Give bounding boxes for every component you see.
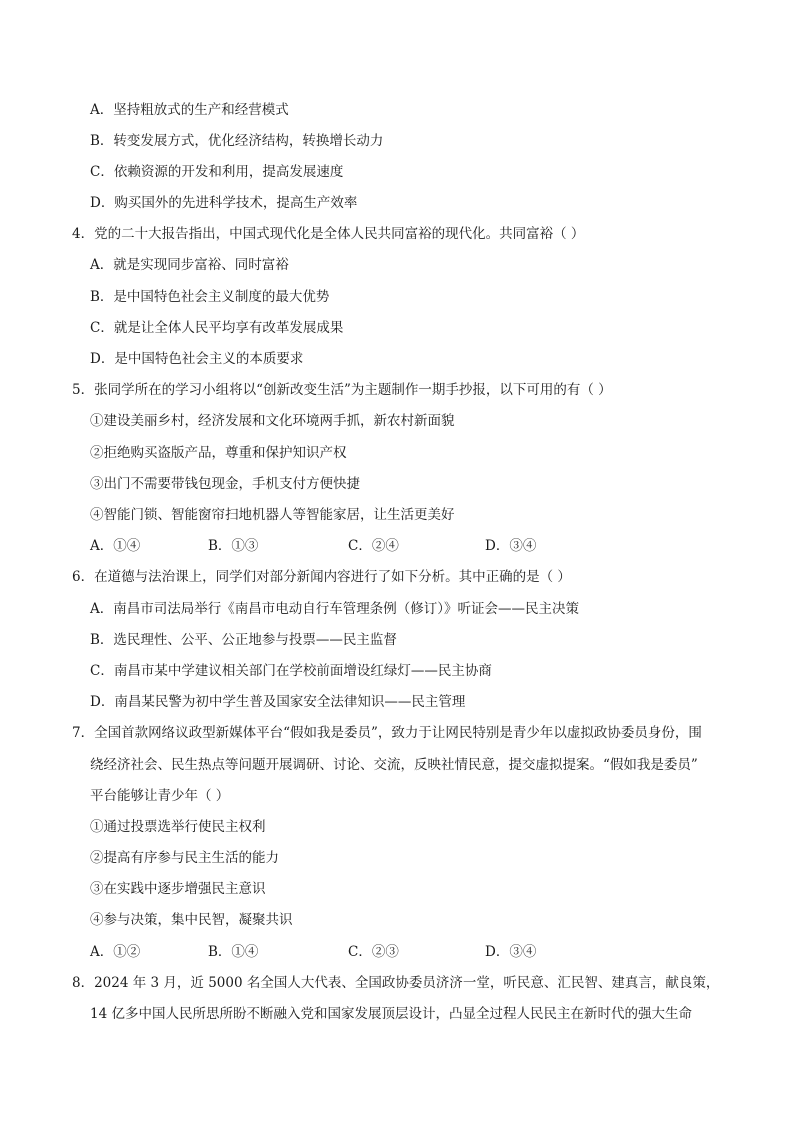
q5-choice-d: D．③④ [485,538,537,554]
q4-option-c: C．就是让全体人民平均享有改革发展成果 [90,320,344,336]
q4-stem: 4．党的二十大报告指出，中国式现代化是全体人民共同富裕的现代化。共同富裕（ ） [72,226,585,242]
q7-choice-c: C．②③ [348,944,399,960]
q5-item-4: ④智能门锁、智能窗帘扫地机器人等智能家居，让生活更美好 [90,507,455,523]
q7-item-2: ②提高有序参与民主生活的能力 [90,850,279,866]
q7-item-1: ①通过投票选举行使民主权利 [90,819,266,835]
q6-option-c: C．南昌市某中学建议相关部门在学校前面增设红绿灯——民主协商 [90,663,492,679]
q6-option-a: A．南昌市司法局举行《南昌市电动自行车管理条例（修订）》听证会——民主决策 [90,601,579,617]
q7-stem-line-3: 平台能够让青少年（ ） [90,788,230,804]
q3-option-d: D．购买国外的先进科学技术，提高生产效率 [90,195,358,211]
q7-stem-line-1: 7．全国首款网络议政型新媒体平台“假如我是委员”，致力于让网民特别是青少年以虚拟政协委员身份，围 [72,725,702,741]
q5-item-1: ①建设美丽乡村，经济发展和文化环境两手抓，新农村新面貌 [90,413,455,429]
q8-stem-line-2: 14 亿多中国人民所思所盼不断融入党和国家发展顶层设计，凸显全过程人民民主在新时代的强大生命 [90,1006,692,1022]
q6-stem: 6．在道德与法治课上，同学们对部分新闻内容进行了如下分析。其中正确的是（ ） [72,569,571,585]
q3-option-b: B．转变发展方式，优化经济结构，转换增长动力 [90,133,384,149]
q7-stem-line-2: 绕经济社会、民生热点等问题开展调研、讨论、交流，反映社情民意，提交虚拟提案。“假如我是委员” [90,757,698,773]
q6-option-b: B．选民理性、公平、公正地参与投票——民主监督 [90,632,397,648]
q3-option-c: C．依赖资源的开发和利用，提高发展速度 [90,164,344,180]
q4-option-d: D．是中国特色社会主义的本质要求 [90,351,304,367]
q5-item-2: ②拒绝购买盗版产品，尊重和保护知识产权 [90,445,347,461]
q7-choice-d: D．③④ [485,944,537,960]
q5-choice-c: C．②④ [348,538,399,554]
q6-option-d: D．南昌某民警为初中学生普及国家安全法律知识——民主管理 [90,694,466,710]
q5-item-3: ③出门不需要带钱包现金，手机支付方便快捷 [90,476,360,492]
q7-choice-a: A．①② [90,944,141,960]
q7-item-4: ④参与决策，集中民智，凝聚共识 [90,912,293,928]
q8-stem-line-1: 8．2024 年 3 月，近 5000 名全国人大代表、全国政协委员济济一堂，听民意、汇民智、建真言，献良策， [72,975,720,991]
q4-option-b: B．是中国特色社会主义制度的最大优势 [90,289,330,305]
q5-choice-a: A．①④ [90,538,141,554]
q7-choice-b: B．①④ [208,944,259,960]
q5-stem: 5．张同学所在的学习小组将以“创新改变生活”为主题制作一期手抄报，以下可用的有（ ） [72,382,612,398]
q5-choice-b: B．①③ [208,538,259,554]
q4-option-a: A．就是实现同步富裕、同时富裕 [90,257,289,273]
q3-option-a: A．坚持粗放式的生产和经营模式 [90,102,289,118]
q7-item-3: ③在实践中逐步增强民主意识 [90,881,266,897]
